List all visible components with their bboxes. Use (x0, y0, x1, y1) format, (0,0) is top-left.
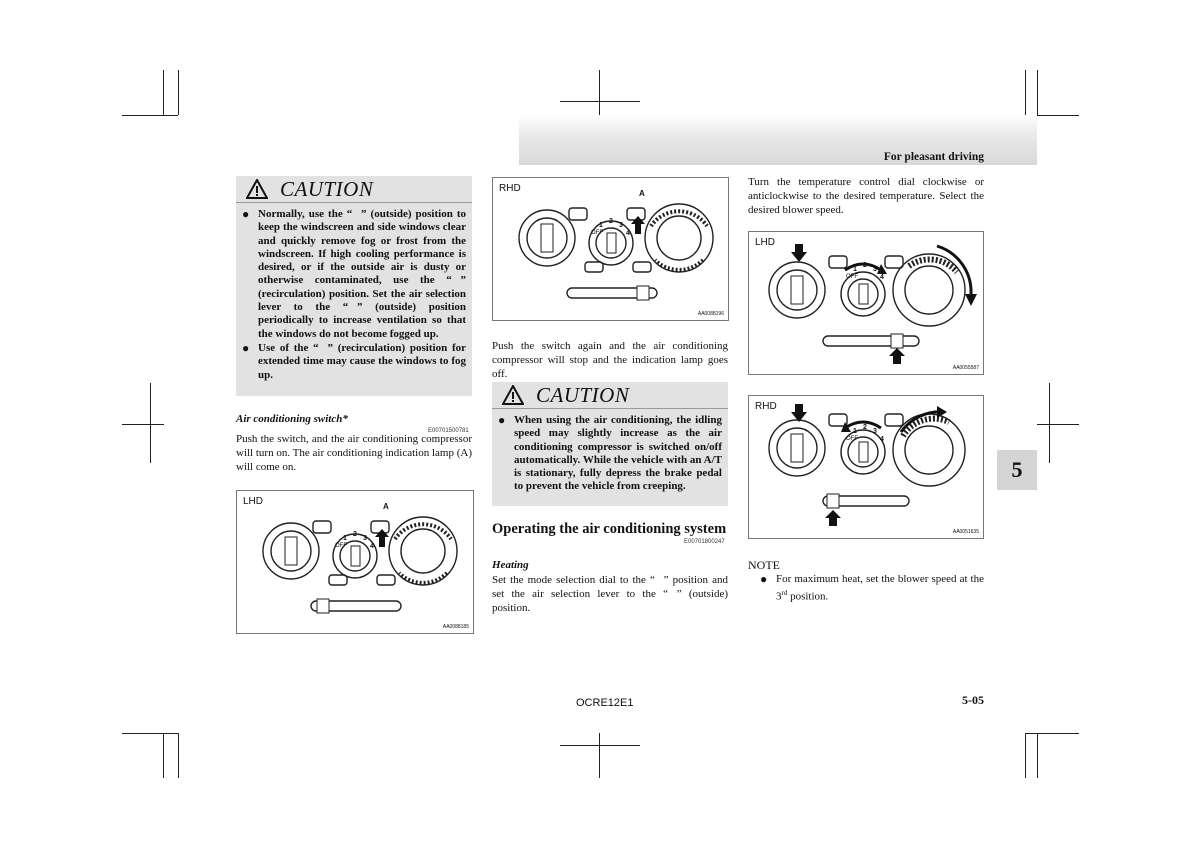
crop-mark (599, 70, 600, 115)
caution-item (242, 342, 466, 382)
crop-mark (122, 424, 164, 425)
caution-header (236, 176, 472, 203)
dial-mark-4: 4 (880, 274, 884, 281)
caution-title: CAUTION (280, 176, 374, 201)
figure-label: LHD (755, 237, 776, 248)
dial-mark-4: 4 (370, 543, 374, 550)
bullet-icon: ● (498, 413, 506, 427)
operating-code: E00701800247 (684, 539, 725, 545)
crop-mark (1037, 424, 1079, 425)
crop-mark (163, 733, 164, 778)
dial-mark-off: OFF (335, 543, 347, 549)
control-panel-diagram (493, 178, 728, 320)
crop-mark (163, 70, 164, 115)
operating-heading: Operating the air conditioning system (492, 521, 727, 537)
figure-rhd-switch (492, 177, 729, 321)
crop-mark (178, 733, 179, 778)
crop-mark (178, 70, 179, 115)
figure-label: RHD (499, 183, 521, 194)
control-panel-diagram (749, 232, 983, 374)
bullet-icon: ● (242, 207, 250, 221)
crop-mark (1025, 733, 1026, 778)
dial-mark-off: OFF (846, 274, 858, 280)
crop-mark (1049, 383, 1050, 463)
chapter-tab: 5 (997, 450, 1037, 490)
figure-lhd-heating (748, 231, 984, 375)
dial-mark-3: 3 (873, 428, 877, 435)
dial-mark-3: 3 (619, 222, 623, 229)
bullet-icon: ● (242, 340, 250, 355)
dial-mark-3: 3 (363, 535, 367, 542)
callout-label: A (639, 189, 645, 198)
dial-mark-1: 1 (853, 266, 857, 273)
dial-mark-4: 4 (626, 230, 630, 237)
control-panel-diagram (237, 491, 473, 633)
dial-mark-1: 1 (599, 222, 603, 229)
dial-mark-1: 1 (853, 428, 857, 435)
warning-triangle-icon (502, 385, 524, 405)
section-title: For pleasant driving (883, 151, 984, 163)
caution-text: Normally, use the “ ” (outside) position to keep the windscreen and side windows clear and quickly remove fog or frost from the windscreen. If high cooling performance is desired, or if the outside air is dusty or otherwise contaminated, use the “ ” (recirculation) position. Set the air selection lever to the “ ” (outside) position periodically to increase ventilation so that the windows do not become fogged up. (258, 208, 466, 340)
crop-mark (560, 101, 640, 102)
crop-mark (1025, 70, 1026, 115)
dial-mark-2: 2 (609, 218, 613, 225)
note-text: For maximum heat, set the blower speed at the 3rd position. (776, 573, 984, 603)
crop-mark (599, 733, 600, 778)
caution-box (492, 382, 728, 506)
crop-mark (560, 745, 640, 746)
crop-mark (1037, 733, 1038, 778)
figure-code: AA0088185 (442, 624, 469, 630)
crop-mark (150, 383, 151, 463)
note-heading: NOTE (748, 558, 780, 572)
caution-text: Use of the “ ” (recirculation) position for extended time may cause the windows to fog up. (258, 341, 466, 381)
footer-code: OCRE12E1 (576, 697, 634, 709)
crop-mark (122, 733, 178, 734)
caution-box (236, 176, 472, 396)
callout-label: A (383, 502, 389, 511)
caution-item (242, 208, 466, 341)
ac-switch-code: E00701500781 (428, 428, 469, 434)
figure-rhd-heating (748, 395, 984, 539)
dial-mark-1: 1 (343, 535, 347, 542)
ac-switch-text: Push the switch, and the air conditioning compressor will turn on. The air conditioning indication lamp (A) will come on. (236, 433, 472, 473)
figure-code: AA0088196 (697, 311, 724, 317)
crop-mark (1037, 70, 1038, 115)
dial-mark-2: 2 (353, 531, 357, 538)
crop-mark (122, 115, 178, 116)
caution-item (498, 414, 722, 494)
heating-text: Set the mode selection dial to the “ ” position and set the air selection lever to the “ ” (outside) position. (492, 574, 728, 614)
dial-mark-off: OFF (846, 436, 858, 442)
control-panel-diagram (749, 396, 983, 538)
dial-mark-off: OFF (591, 230, 603, 236)
figure-label: RHD (755, 401, 777, 412)
note-item (748, 573, 984, 604)
dial-mark-2: 2 (863, 262, 867, 269)
dial-mark-4: 4 (880, 436, 884, 443)
temperature-text: Turn the temperature control dial clockwise or anticlockwise to the desired temperature. Select the desired blower speed. (748, 176, 984, 216)
crop-mark (1025, 733, 1079, 734)
bullet-icon: ● (760, 572, 768, 586)
ac-switch-heading: Air conditioning switch* (236, 413, 348, 425)
caution-text: When using the air conditioning, the idling speed may slightly increase as the air conditioning compressor is switched on/off automatically. While the vehicle with an A/T is stationary, fully depress the brake pedal to prevent the vehicle from creeping. (514, 414, 722, 493)
caution-title: CAUTION (536, 382, 630, 407)
figure-label: LHD (243, 496, 264, 507)
warning-triangle-icon (246, 179, 268, 199)
dial-mark-2: 2 (863, 424, 867, 431)
figure-lhd-switch (236, 490, 474, 634)
push-again-text: Push the switch again and the air conditioning compressor will stop and the indication lamp goes off. (492, 340, 728, 380)
caution-header (492, 382, 728, 409)
figure-code: AA0051635 (952, 529, 979, 535)
figure-code: AA0055587 (952, 365, 979, 371)
heating-heading: Heating (492, 559, 529, 571)
page-number: 5-05 (962, 693, 984, 707)
dial-mark-3: 3 (873, 266, 877, 273)
